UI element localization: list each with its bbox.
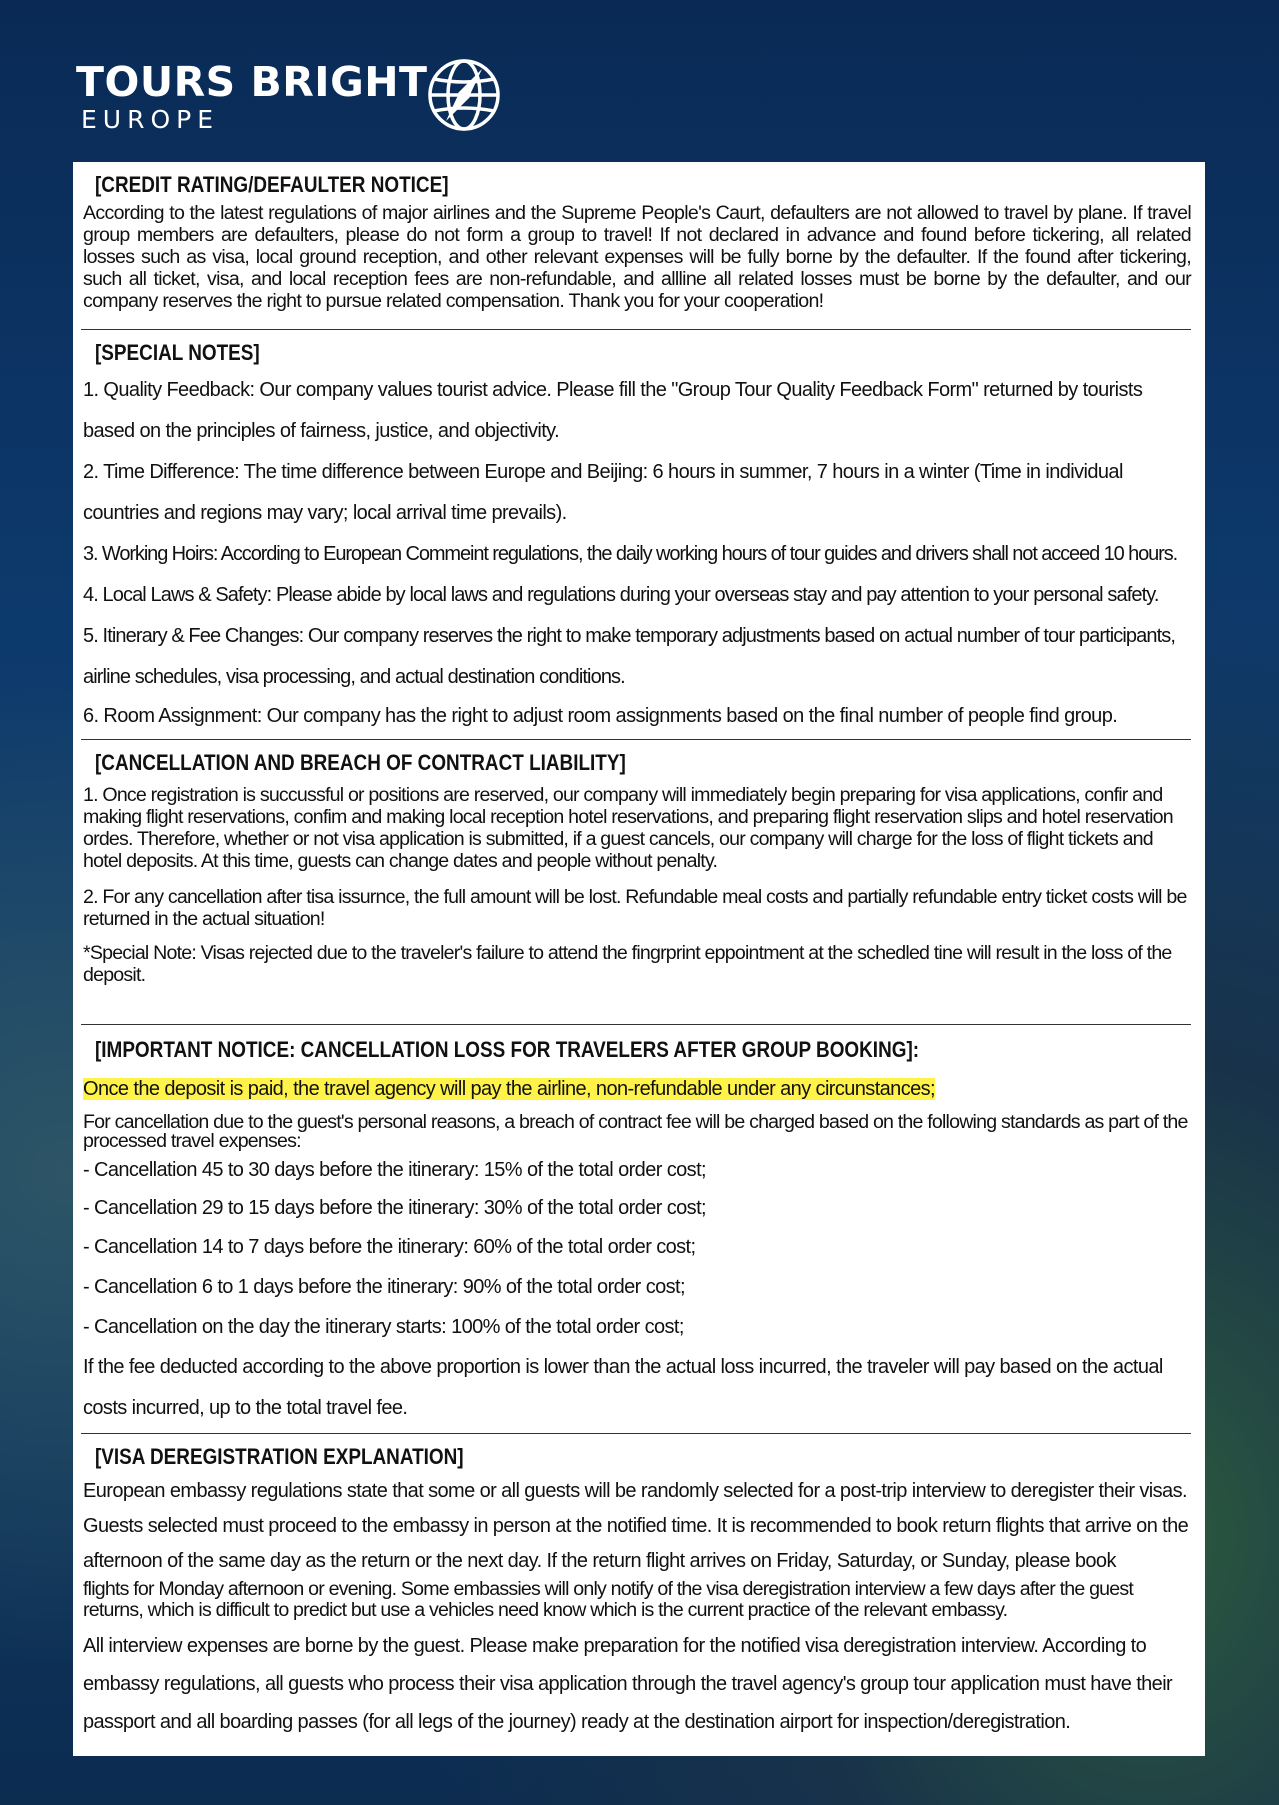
brand-logo: [76, 58, 428, 134]
globe-compass-icon: [424, 55, 504, 135]
special-note-item: 4. Local Laws & Safety: Please abide by local laws and regulations during your overseas stay and pay attention to your personal safety.: [83, 584, 1159, 606]
special-note-item: 5. Itinerary & Fee Changes: Our company reserves the right to make temporary adjustments based on actual number of tour participants, airline schedules, visa processing, and actual destination conditions.: [83, 625, 1176, 688]
section-title: [CREDIT RATING/DEFAULTER NOTICE]: [95, 172, 449, 197]
cancellation-rule: - Cancellation 14 to 7 days before the itinerary: 60% of the total order cost;: [83, 1236, 696, 1258]
section-important-notice: [81, 1025, 1191, 1434]
section-credit-rating: [81, 162, 1191, 330]
visa-paragraph: European embassy regulations state that some or all guests will be randomly selected for a post-trip interview to deregister their visas. Guests selected must proceed to the embassy in person at the notified time. It is recommended to book return flights that arrive on the afternoon of the same day as the return or the next day. If the return flight arrives on Friday, Saturday, or Sunday, please book: [83, 1480, 1189, 1572]
special-note-item: 3. Working Hoirs: According to European Commeint regulations, the daily working hours of tour guides and drivers shall not acceed 10 hours.: [83, 543, 1178, 565]
section-special-notes: [81, 330, 1191, 740]
cancellation-item: 1. Once registration is succussful or positions are reserved, our company will immediately begin preparing for visa applications, confir and making flight reservations, confim and making local reception hotel reservations, and preparing flight reservation slips and hotel reservation ordes. Therefore, whether or not visa application is submitted, if a guest cancels, our company will charge for the loss of flight tickets and hotel deposits. At this time, guests can change dates and people without penalty.: [83, 784, 1173, 872]
special-note: *Special Note: Visas rejected due to the traveler's failure to attend the fingrprint eppointment at the schedled tine will result in the loss of the deposit.: [83, 942, 1172, 986]
special-note-item: 6. Room Assignment: Our company has the right to adjust room assignments based on the final number of people find group.: [83, 705, 1118, 727]
cancellation-item: 2. For any cancellation after tisa issurnce, the full amount will be lost. Refundable meal costs and partially refundable entry ticket costs will be returned in the actual situation!: [83, 886, 1187, 930]
notice-document: [73, 162, 1205, 1756]
section-title: [SPECIAL NOTES]: [95, 340, 260, 365]
cancellation-rule: - Cancellation on the day the itinerary starts: 100% of the total order cost;: [83, 1316, 684, 1338]
important-footer: If the fee deducted according to the above proportion is lower than the actual loss incurred, the traveler will pay based on the actual costs incurred, up to the total travel fee.: [83, 1356, 1163, 1419]
section-visa-deregistration: [81, 1434, 1191, 1744]
section-title: [VISA DEREGISTRATION EXPLANATION]: [95, 1444, 464, 1469]
section-cancellation-liability: [81, 740, 1191, 1025]
brand-subtitle: EUROPE: [81, 105, 220, 134]
visa-paragraph: All interview expenses are borne by the guest. Please make preparation for the notified visa deregistration interview. According to embassy regulations, all guests who process their visa application through the travel agency's group tour application must have their passport and all boarding passes (for all legs of the journey) ready at the destination airport for inspection/deregistration.: [83, 1635, 1173, 1733]
section-body: According to the latest regulations of major airlines and the Supreme People's Caurt, defaulters are not allowed to travel by plane. If travel group members are defaulters, please do not form a group to travel! If not declared in advance and found before tickering, all related losses such as visa, local ground reception, and other relevant expenses will be fully borne by the defaulter. If the found after tickering, such all ticket, visa, and local reception fees are non-refundable, and allline all related losses must be borne by the defaulter, and our company reserves the right to pursue related compensation. Thank you for your cooperation!: [83, 202, 1191, 312]
section-title: [IMPORTANT NOTICE: CANCELLATION LOSS FOR TRAVELERS AFTER GROUP BOOKING]:: [95, 1037, 920, 1062]
special-note-item: 1. Quality Feedback: Our company values tourist advice. Please fill the "Group Tour Quality Feedback Form" returned by tourists based on the principles of fairness, justice, and objectivity.: [83, 379, 1143, 442]
cancellation-rule: - Cancellation 45 to 30 days before the itinerary: 15% of the total order cost;: [83, 1159, 706, 1181]
special-note-item: 2. Time Difference: The time difference between Europe and Beijing: 6 hours in summer, 7 hours in a winter (Time in individual countries and regions may vary; local arrival time prevails).: [83, 461, 1123, 524]
important-intro: For cancellation due to the guest's personal reasons, a breach of contract fee will be charged based on the following standards as part of the processed travel expenses:: [83, 1111, 1188, 1152]
highlighted-text: Once the deposit is paid, the travel agency will pay the airline, non-refundable under any circunstances;: [83, 1078, 935, 1100]
cancellation-rule: - Cancellation 6 to 1 days before the itinerary: 90% of the total order cost;: [83, 1276, 685, 1298]
brand-name: TOURS BRIGHT: [76, 58, 428, 106]
highlight-line: [83, 1075, 1191, 1103]
cancellation-rule: - Cancellation 29 to 15 days before the itinerary: 30% of the total order cost;: [83, 1197, 706, 1219]
visa-paragraph: flights for Monday afternoon or evening. Some embassies will only notify of the visa deregistration interview a few days after the guest returns, which is difficult to predict but use a vehicles need know which is the current practice of the relevant embassy.: [83, 1578, 1134, 1621]
section-title: [CANCELLATION AND BREACH OF CONTRACT LIABILITY]: [95, 750, 626, 775]
